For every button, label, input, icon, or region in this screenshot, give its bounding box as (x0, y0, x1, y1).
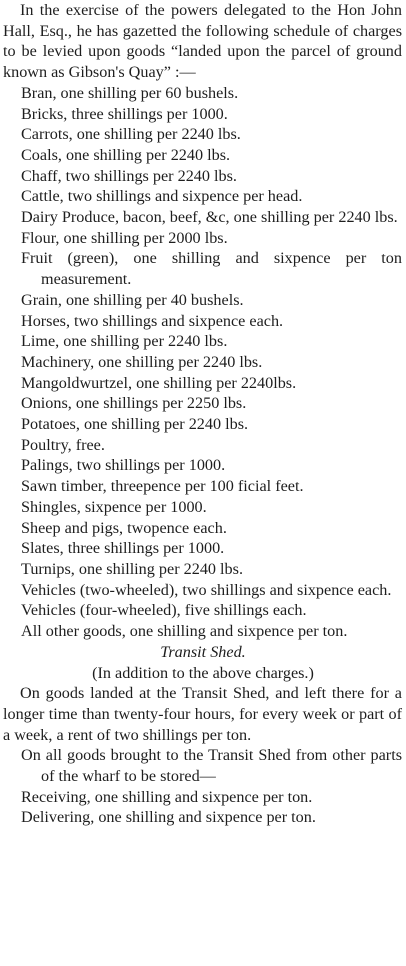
schedule-entry: Dairy Produce, bacon, beef, &c, one shilling per 2240 lbs. (21, 208, 398, 227)
charges-schedule (0, 83, 406, 642)
schedule-entry: Horses, two shillings and sixpence each. (21, 311, 284, 330)
transit-storage-paragraph: On all goods brought to the Transit Shed from other parts of the wharf to be stored— (21, 746, 402, 786)
schedule-entry: Mangoldwurtzel, one shilling per 2240lbs. (21, 373, 297, 392)
transit-shed-subheading: (In addition to the above charges.) (92, 663, 314, 682)
schedule-entry: Fruit (green), one shilling and sixpence per ton measurement. (21, 249, 402, 289)
receiving-charge: Receiving, one shilling and sixpence per ton. (21, 787, 313, 806)
schedule-entry: Vehicles (two-wheeled), two shillings and sixpence each. (21, 580, 392, 599)
schedule-entry: Chaff, two shillings per 2240 lbs. (21, 166, 237, 185)
schedule-entry: Palings, two shillings per 1000. (21, 456, 226, 475)
schedule-entry: Vehicles (four-wheeled), five shillings each. (21, 601, 307, 620)
schedule-entry: All other goods, one shilling and sixpence per ton. (21, 622, 348, 641)
schedule-entry: Bricks, three shillings per 1000. (21, 104, 228, 123)
schedule-entry: Sheep and pigs, twopence each. (21, 518, 227, 537)
intro-section (0, 0, 406, 83)
schedule-entry: Flour, one shilling per 2000 lbs. (21, 228, 228, 247)
schedule-entry: Cattle, two shillings and sixpence per head. (21, 187, 303, 206)
schedule-entry: Slates, three shillings per 1000. (21, 539, 225, 558)
schedule-entry: Onions, one shillings per 2250 lbs. (21, 394, 247, 413)
schedule-entry: Bran, one shilling per 60 bushels. (21, 83, 239, 102)
schedule-entry: Potatoes, one shilling per 2240 lbs. (21, 415, 249, 434)
schedule-entry: Turnips, one shilling per 2240 lbs. (21, 559, 243, 578)
schedule-entry: Machinery, one shilling per 2240 lbs. (21, 352, 263, 371)
intro-paragraph: In the exercise of the powers delegated to the Hon John Hall, Esq., he has gazetted the following schedule of charges to be levied upon goods “landed upon the parcel of ground known as Gibson's Quay” :— (3, 1, 402, 82)
schedule-entry: Poultry, free. (21, 435, 105, 454)
schedule-entry: Shingles, sixpence per 1000. (21, 497, 207, 516)
delivering-charge: Delivering, one shilling and sixpence per ton. (21, 808, 316, 827)
transit-rent-paragraph: On goods landed at the Transit Shed, and left there for a longer time than twenty-four hours, for every week or part of a week, a rent of two shillings per ton. (3, 684, 402, 744)
schedule-entry: Sawn timber, threepence per 100 ficial feet. (21, 477, 304, 496)
transit-rent-section (0, 683, 406, 745)
transit-storage-section (0, 745, 406, 828)
schedule-entry: Grain, one shilling per 40 bushels. (21, 290, 244, 309)
schedule-entry: Lime, one shilling per 2240 lbs. (21, 332, 228, 351)
transit-shed-heading: Transit Shed. (160, 642, 246, 661)
schedule-entry: Coals, one shilling per 2240 lbs. (21, 145, 231, 164)
schedule-entry: Carrots, one shilling per 2240 lbs. (21, 125, 241, 144)
